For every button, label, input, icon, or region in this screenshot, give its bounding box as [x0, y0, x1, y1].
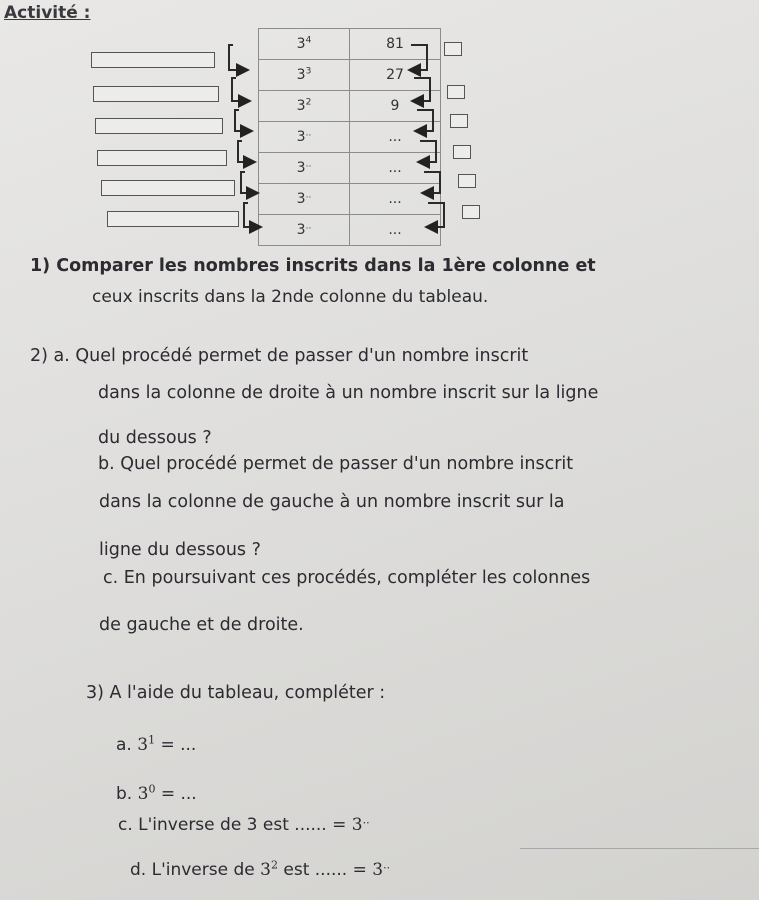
left-arrow-icon — [244, 203, 259, 227]
right-arrow-icon — [424, 172, 440, 193]
q2a-line-2: dans la colonne de droite à un nombre inscrit sur la ligne — [98, 383, 599, 403]
value-cell: 27 — [350, 60, 441, 91]
q2a-line-1: 2) a. Quel procédé permet de passer d'un nombre inscrit — [30, 346, 529, 366]
right-arrow-icon — [411, 45, 427, 70]
value-cell: 9 — [350, 91, 441, 122]
right-arrow-icon — [414, 78, 430, 101]
q2b-line-3: ligne du dessous ? — [99, 540, 261, 560]
power-cell: $3^4$ — [259, 29, 350, 60]
value-cell: ... — [350, 153, 441, 184]
q1-line-1: 1) Comparer les nombres inscrits dans la 1ère colonne et — [30, 256, 596, 276]
value-cell: ... — [350, 184, 441, 215]
q3d: d. L'inverse de $3^2$ est ...... = 3.. — [130, 858, 391, 880]
right-arrow-icon — [417, 110, 433, 131]
q2c-line-1: c. En poursuivant ces procédés, compléter les colonnes — [103, 568, 591, 588]
left-arrow-icon — [238, 141, 253, 162]
left-arrow-icon — [241, 172, 256, 193]
right-arrow-icon — [428, 203, 444, 227]
q3b: b. $3^0$ = ... — [116, 782, 197, 804]
q2b-line-2: dans la colonne de gauche à un nombre inscrit sur la — [99, 492, 565, 512]
right-arrow-icon — [420, 141, 436, 162]
value-cell: 81 — [350, 29, 441, 60]
left-arrow-icon — [235, 110, 250, 131]
value-cell: ... — [350, 122, 441, 153]
power-cell: 3.. — [259, 215, 350, 246]
q2b-line-1: b. Quel procédé permet de passer d'un nombre inscrit — [98, 454, 574, 474]
page-divider — [520, 848, 759, 849]
q2a-line-3: du dessous ? — [98, 428, 212, 448]
power-cell: 3.. — [259, 184, 350, 215]
page-title: Activité : — [4, 3, 91, 23]
q1-line-2: ceux inscrits dans la 2nde colonne du tableau. — [92, 287, 489, 307]
step-arrows — [0, 0, 759, 260]
value-cell: ... — [350, 215, 441, 246]
q3a: a. $3^1$ = ... — [116, 733, 197, 755]
q3-heading: 3) A l'aide du tableau, compléter : — [86, 683, 386, 703]
power-cell: $3^3$ — [259, 60, 350, 91]
power-cell: $3^2$ — [259, 91, 350, 122]
power-cell: 3.. — [259, 122, 350, 153]
q2c-line-2: de gauche et de droite. — [99, 615, 304, 635]
left-arrow-icon — [229, 45, 246, 70]
left-arrow-icon — [232, 78, 248, 101]
q3c: c. L'inverse de 3 est ...... = 3.. — [118, 813, 370, 835]
power-cell: 3.. — [259, 153, 350, 184]
